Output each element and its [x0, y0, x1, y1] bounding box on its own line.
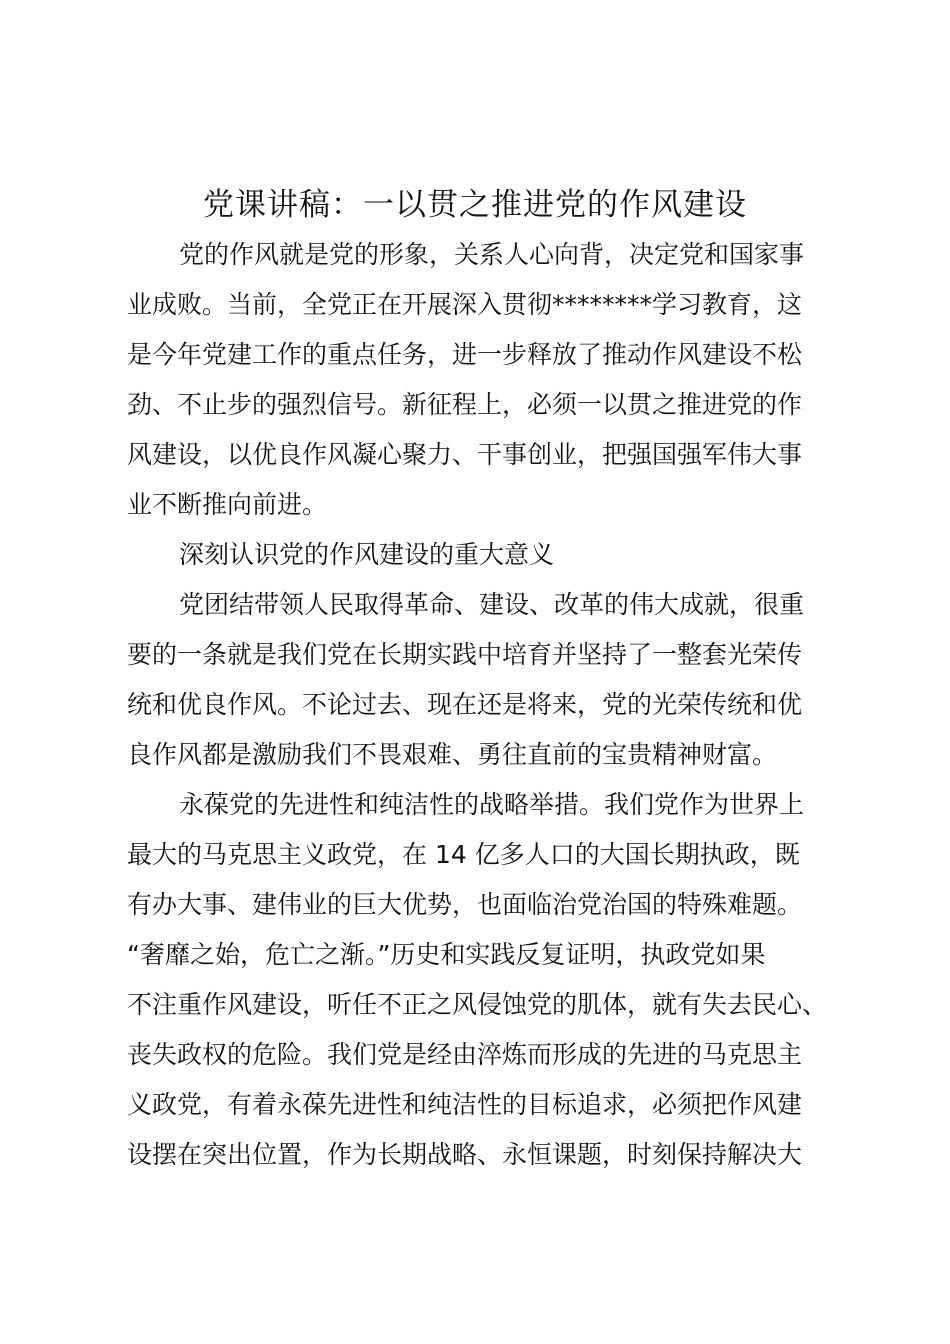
- paragraph-line: 永葆党的先进性和纯洁性的战略举措。我们党作为世界上: [179, 790, 805, 819]
- paragraph-line: 党团结带领人民取得革命、建设、改革的伟大成就，很重: [179, 590, 805, 619]
- paragraph-line: 党的作风就是党的形象，关系人心向背，决定党和国家事: [179, 240, 805, 269]
- paragraph-line: 最大的马克思主义政党，在 14 亿多人口的大国长期执政，既: [127, 840, 800, 869]
- paragraph-line: 良作风都是激励我们不畏艰难、勇往直前的宝贵精神财富。: [127, 740, 778, 769]
- paragraph-line: 丧失政权的危险。我们党是经由淬炼而形成的先进的马克思主: [127, 1040, 803, 1069]
- paragraph-line: 业成败。当前，全党正在开展深入贯彻********学习教育，这: [127, 290, 803, 319]
- paragraph-line: 统和优良作风。不论过去、现在还是将来，党的光荣传统和优: [127, 690, 803, 719]
- paragraph-line: “奢靡之始，危亡之渐。”历史和实践反复证明，执政党如果: [127, 940, 766, 969]
- paragraph-line: 有办大事、建伟业的巨大优势，也面临治党治国的特殊难题。: [127, 890, 803, 919]
- document-body: [127, 230, 837, 1180]
- paragraph-line: 是今年党建工作的重点任务，进一步释放了推动作风建设不松: [127, 340, 803, 369]
- section-heading: 深刻认识党的作风建设的重大意义: [179, 540, 555, 569]
- paragraph-line: 劲、不止步的强烈信号。新征程上，必须一以贯之推进党的作: [127, 390, 803, 419]
- document-title: 党课讲稿：一以贯之推进党的作风建设: [203, 187, 747, 223]
- paragraph-line: 风建设，以优良作风凝心聚力、干事创业，把强国强军伟大事: [127, 440, 803, 469]
- paragraph-line: 设摆在突出位置，作为长期战略、永恒课题，时刻保持解决大: [127, 1140, 803, 1169]
- paragraph-line: 义政党，有着永葆先进性和纯洁性的目标追求，必须把作风建: [127, 1090, 803, 1119]
- paragraph-line: 业不断推向前进。: [127, 490, 328, 519]
- paragraph-line: 不注重作风建设，听任不正之风侵蚀党的肌体，就有失去民心、: [127, 990, 828, 1019]
- paragraph-line: 要的一条就是我们党在长期实践中培育并坚持了一整套光荣传: [127, 640, 803, 669]
